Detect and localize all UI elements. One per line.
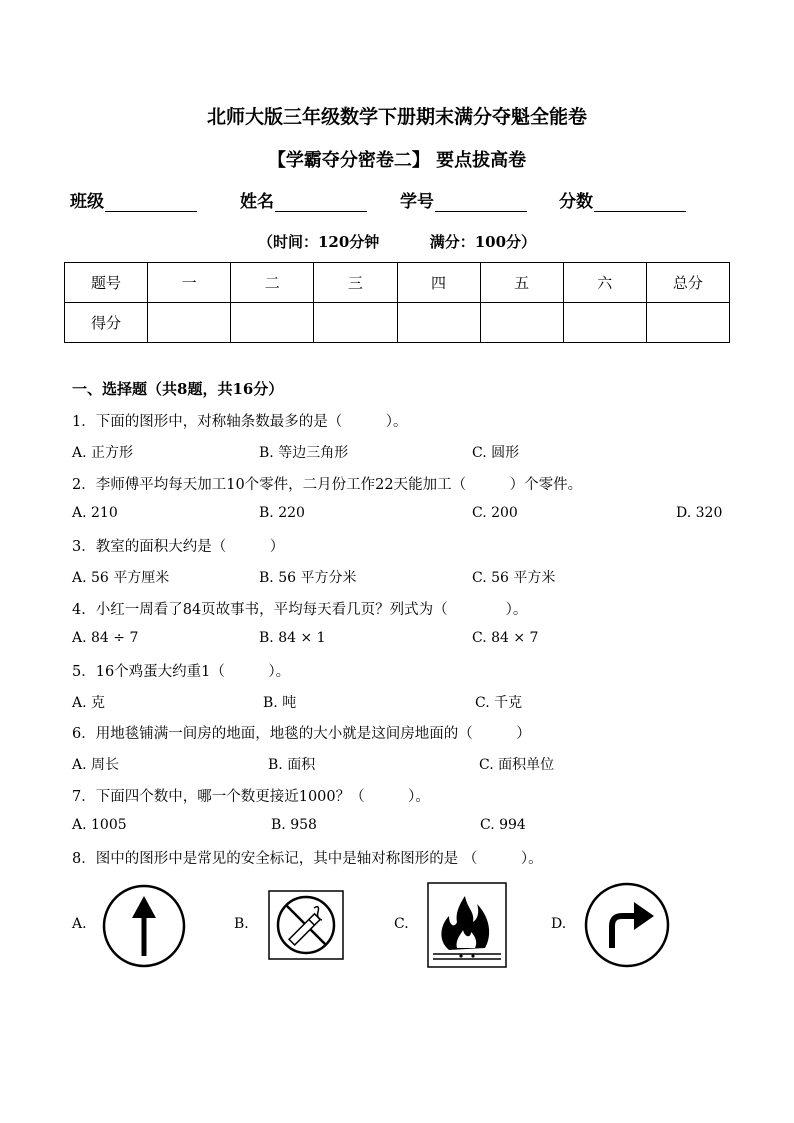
option-8d[interactable]: D. xyxy=(551,916,567,932)
time-limit: （时间：120分钟 xyxy=(257,233,380,251)
option-1a[interactable]: A. 正方形 xyxy=(72,445,134,461)
score-cell[interactable] xyxy=(314,303,397,343)
option-2b[interactable]: B. 220 xyxy=(259,505,305,521)
table-header-cell: 四 xyxy=(397,263,480,303)
option-6a[interactable]: A. 周长 xyxy=(72,757,120,773)
question-1: 1．下面的图形中，对称轴条数最多的是（ ）。 xyxy=(72,414,408,430)
right-turn-sign-icon xyxy=(584,882,670,968)
table-row xyxy=(65,263,730,303)
table-header-cell: 五 xyxy=(480,263,563,303)
name-field: 姓名 xyxy=(240,187,367,212)
option-2d[interactable]: D. 320 xyxy=(676,505,723,521)
full-score: 满分：100分） xyxy=(429,233,537,251)
score-cell[interactable] xyxy=(148,303,231,343)
no-smoking-sign-icon xyxy=(268,890,344,960)
page-subtitle: 【学霸夺分密卷二】 要点拔高卷 xyxy=(267,150,527,171)
option-6b[interactable]: B. 面积 xyxy=(268,757,316,773)
option-4b[interactable]: B. 84 × 1 xyxy=(259,630,326,646)
up-arrow-sign-icon xyxy=(102,884,186,968)
score-cell[interactable] xyxy=(646,303,729,343)
question-8: 8．图中的图形中是常见的安全标记，其中是轴对称图形的是 （ ）。 xyxy=(72,851,543,867)
table-header-cell: 三 xyxy=(314,263,397,303)
option-7c[interactable]: C. 994 xyxy=(480,817,526,833)
option-6c[interactable]: C. 面积单位 xyxy=(479,757,555,773)
option-7b[interactable]: B. 958 xyxy=(271,817,317,833)
score-cell[interactable] xyxy=(397,303,480,343)
option-8a[interactable]: A. xyxy=(72,916,87,932)
option-4a[interactable]: A. 84 ÷ 7 xyxy=(72,630,139,646)
option-3a[interactable]: A. 56 平方厘米 xyxy=(72,570,170,586)
table-row xyxy=(65,303,730,343)
option-1c[interactable]: C. 圆形 xyxy=(472,445,520,461)
score-table xyxy=(64,262,730,343)
question-2: 2．李师傅平均每天加工10个零件，二月份工作22天能加工（ ）个零件。 xyxy=(72,477,583,493)
option-7a[interactable]: A. 1005 xyxy=(72,817,127,833)
option-2a[interactable]: A. 210 xyxy=(72,505,118,521)
fire-hazard-sign-icon xyxy=(427,882,507,968)
option-8c[interactable]: C. xyxy=(394,916,409,932)
student-id-field: 学号 xyxy=(400,187,527,212)
table-header-cell: 题号 xyxy=(65,263,148,303)
option-1b[interactable]: B. 等边三角形 xyxy=(259,445,349,461)
score-cell[interactable] xyxy=(231,303,314,343)
option-3c[interactable]: C. 56 平方米 xyxy=(472,570,556,586)
option-2c[interactable]: C. 200 xyxy=(472,505,518,521)
question-6: 6．用地毯铺满一间房的地面，地毯的大小就是这间房地面的（ ） xyxy=(72,726,531,742)
score-row-label: 得分 xyxy=(65,303,148,343)
option-5c[interactable]: C. 千克 xyxy=(475,695,523,711)
score-field: 分数 xyxy=(559,187,686,212)
table-header-cell: 六 xyxy=(563,263,646,303)
option-8b[interactable]: B. xyxy=(234,916,249,932)
score-cell[interactable] xyxy=(563,303,646,343)
class-field: 班级 xyxy=(70,187,197,212)
option-5b[interactable]: B. 吨 xyxy=(263,695,297,711)
question-7: 7．下面四个数中，哪一个数更接近1000？（ ）。 xyxy=(72,789,430,805)
option-4c[interactable]: C. 84 × 7 xyxy=(472,630,539,646)
option-5a[interactable]: A. 克 xyxy=(72,695,106,711)
question-3: 3．教室的面积大约是（ ） xyxy=(72,539,285,555)
question-5: 5．16个鸡蛋大约重1（ ）。 xyxy=(72,664,291,680)
table-header-cell: 二 xyxy=(231,263,314,303)
option-3b[interactable]: B. 56 平方分米 xyxy=(259,570,357,586)
table-header-cell: 一 xyxy=(148,263,231,303)
student-info-row xyxy=(70,187,710,213)
score-cell[interactable] xyxy=(480,303,563,343)
table-header-cell: 总分 xyxy=(646,263,729,303)
section-title: 一、选择题（共8题，共16分） xyxy=(72,380,284,398)
time-info xyxy=(0,231,794,252)
question-4: 4．小红一周看了84页故事书，平均每天看几页？列式为（ ）。 xyxy=(72,602,528,618)
page-title: 北师大版三年级数学下册期末满分夺魁全能卷 xyxy=(206,106,587,128)
